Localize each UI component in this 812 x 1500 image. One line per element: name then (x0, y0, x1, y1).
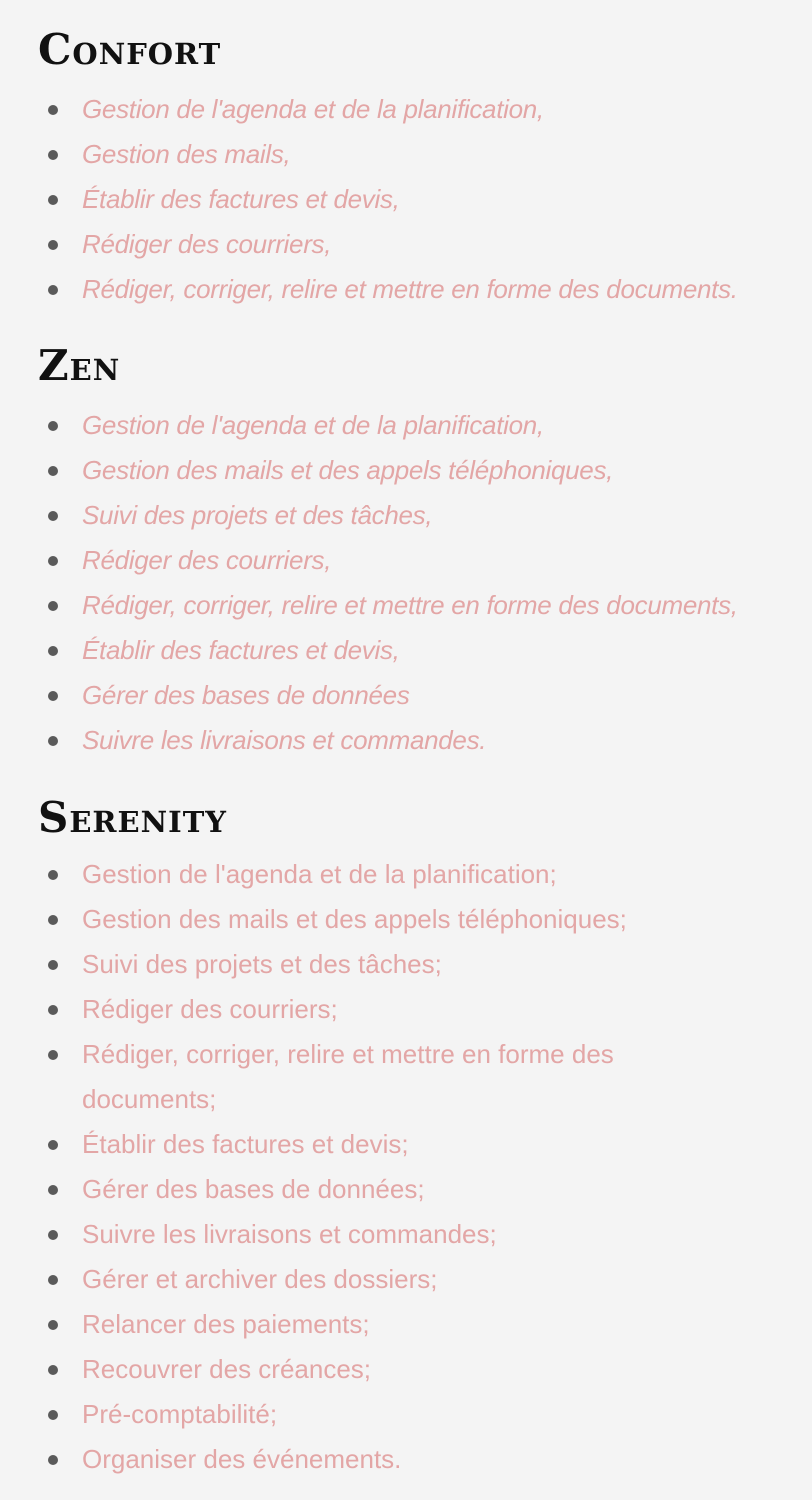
list-item (38, 177, 812, 222)
bullet-icon (48, 105, 58, 115)
list-item (38, 403, 812, 448)
plan-confort-list (38, 87, 812, 312)
list-item (38, 1122, 812, 1167)
list-item (38, 1212, 812, 1257)
list-item (38, 132, 812, 177)
list-item (38, 1347, 812, 1392)
list-item-text: Rédiger, corriger, relire et mettre en forme des documents, (82, 590, 738, 620)
list-item (38, 493, 812, 538)
list-item (38, 448, 812, 493)
bullet-icon (48, 1410, 58, 1420)
list-item (38, 897, 812, 942)
list-item (38, 673, 812, 718)
list-item-text: Gestion des mails et des appels téléphoniques; (82, 904, 627, 934)
list-item (38, 1257, 812, 1302)
bullet-icon (48, 285, 58, 295)
list-item-text: Gérer des bases de données (82, 680, 410, 710)
bullet-icon (48, 1005, 58, 1015)
bullet-icon (48, 691, 58, 701)
bullet-icon (48, 736, 58, 746)
list-item-text: Gestion de l'agenda et de la planification, (82, 410, 544, 440)
bullet-icon (48, 915, 58, 925)
list-item-text: Relancer des paiements; (82, 1309, 370, 1339)
plan-serenity-list (38, 852, 812, 1482)
list-item (38, 267, 812, 312)
bullet-icon (48, 240, 58, 250)
bullet-icon (48, 556, 58, 566)
list-item-text: Établir des factures et devis; (82, 1129, 409, 1159)
bullet-icon (48, 1140, 58, 1150)
list-item (38, 222, 812, 267)
list-item-text: Organiser des événements. (82, 1444, 402, 1474)
list-item-text: Gérer et archiver des dossiers; (82, 1264, 438, 1294)
list-item-text: Suivi des projets et des tâches, (82, 500, 433, 530)
list-item-text: Gestion des mails et des appels téléphoniques, (82, 455, 614, 485)
bullet-icon (48, 421, 58, 431)
list-item-text: Gestion de l'agenda et de la planification; (82, 859, 557, 889)
bullet-icon (48, 150, 58, 160)
plan-zen (38, 341, 812, 763)
bullet-icon (48, 870, 58, 880)
list-item-text: Rédiger des courriers, (82, 545, 332, 575)
plan-zen-list (38, 403, 812, 763)
list-item (38, 1392, 812, 1437)
bullet-icon (48, 1365, 58, 1375)
bullet-icon (48, 1230, 58, 1240)
bullet-icon (48, 511, 58, 521)
list-item-text: Gestion des mails, (82, 139, 291, 169)
bullet-icon (48, 960, 58, 970)
list-item-text: Suivre les livraisons et commandes. (82, 725, 487, 755)
bullet-icon (48, 1455, 58, 1465)
bullet-icon (48, 646, 58, 656)
list-item (38, 87, 812, 132)
list-item (38, 718, 812, 763)
bullet-icon (48, 1185, 58, 1195)
plan-title-zen: Zen (38, 341, 121, 390)
plan-confort (38, 25, 812, 312)
list-item (38, 1032, 722, 1122)
list-item (38, 852, 812, 897)
bullet-icon (48, 1050, 58, 1060)
bullet-icon (48, 1275, 58, 1285)
list-item (38, 583, 812, 628)
bullet-icon (48, 601, 58, 611)
list-item-text: Établir des factures et devis, (82, 184, 400, 214)
list-item (38, 1167, 812, 1212)
plan-title-confort: Confort (38, 25, 222, 74)
list-item (38, 1302, 812, 1347)
list-item-text: Rédiger des courriers, (82, 229, 332, 259)
list-item-text: Suivi des projets et des tâches; (82, 949, 442, 979)
list-item-text: Rédiger, corriger, relire et mettre en forme des documents; (82, 1039, 614, 1114)
plan-title-serenity: Serenity (38, 793, 227, 842)
plan-serenity (38, 793, 812, 1482)
list-item-text: Rédiger des courriers; (82, 994, 338, 1024)
list-item-text: Rédiger, corriger, relire et mettre en forme des documents. (82, 274, 738, 304)
list-item (38, 987, 812, 1032)
list-item-text: Recouvrer des créances; (82, 1354, 372, 1384)
list-item (38, 942, 812, 987)
bullet-icon (48, 1320, 58, 1330)
bullet-icon (48, 466, 58, 476)
list-item-text: Suivre les livraisons et commandes; (82, 1219, 497, 1249)
list-item (38, 1437, 812, 1482)
list-item-text: Établir des factures et devis, (82, 635, 400, 665)
list-item-text: Gérer des bases de données; (82, 1174, 425, 1204)
list-item (38, 538, 812, 583)
list-item (38, 628, 812, 673)
list-item-text: Gestion de l'agenda et de la planification, (82, 94, 544, 124)
bullet-icon (48, 195, 58, 205)
list-item-text: Pré-comptabilité; (82, 1399, 278, 1429)
